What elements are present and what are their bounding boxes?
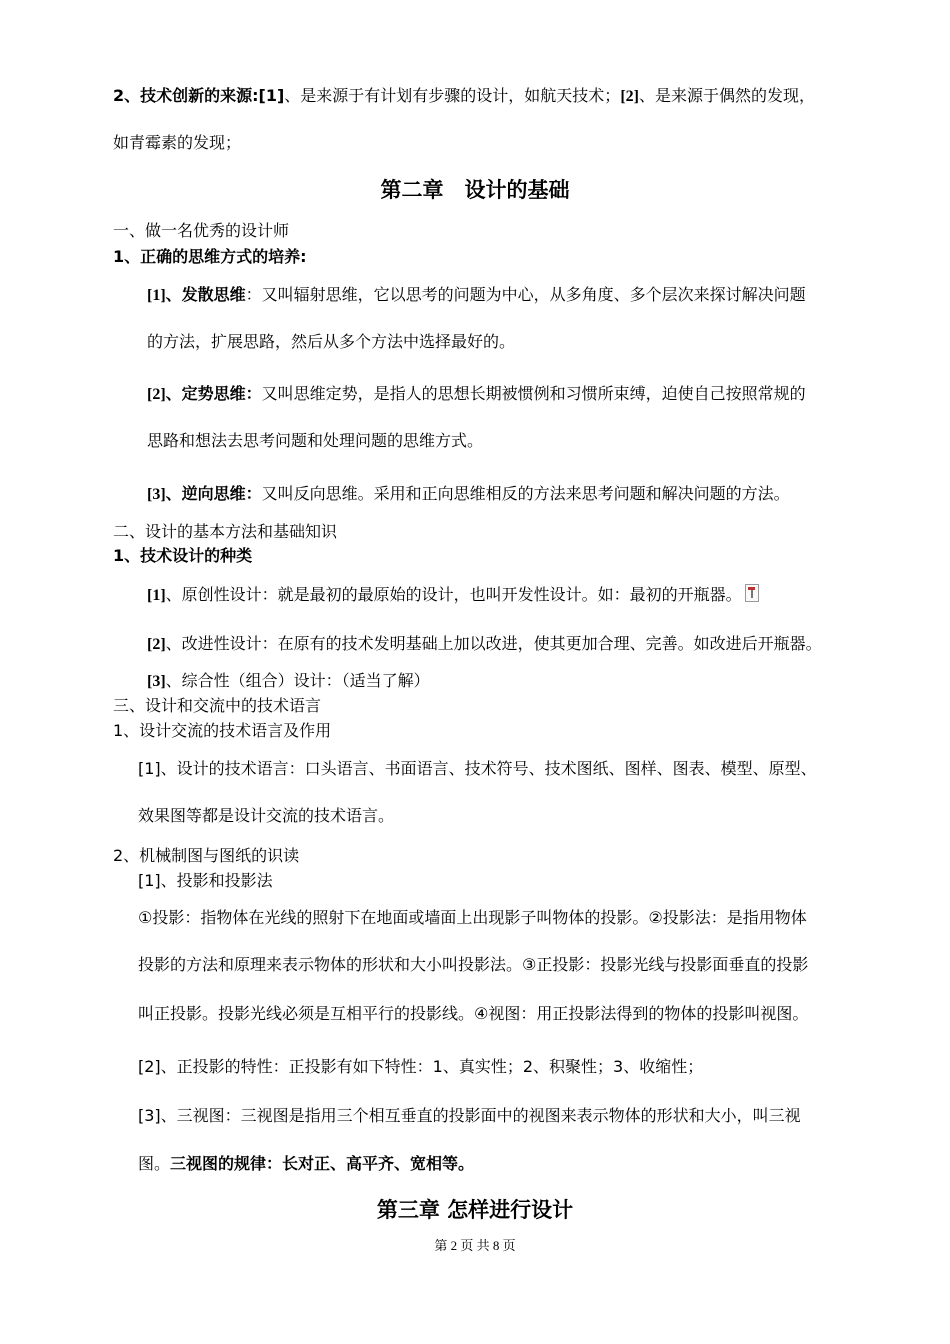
orthographic-properties: [2]、正投影的特性：正投影有如下特性：1、真实性；2、积聚性；3、收缩性； — [138, 1057, 704, 1076]
innovation-source-line — [113, 86, 815, 107]
section-1-sub: 1、正确的思维方式的培养: — [113, 247, 307, 266]
design-type-1 — [147, 584, 759, 606]
section-1-heading: 一、做一名优秀的设计师 — [113, 221, 290, 240]
design-type-3-text: 、综合性（组合）设计：（适当了解） — [165, 671, 430, 690]
thinking-item-1-text: ：又叫辐射思维，它以思考的问题为中心，从多角度、多个层次来探讨解决问题 — [245, 285, 806, 304]
projection-heading: [1]、投影和投影法 — [138, 871, 273, 890]
projection-line-3: 叫正投影。投影光线必须是互相平行的投影线。④视图：用正投影法得到的物体的投影叫视图。 — [138, 1004, 809, 1023]
innovation-source-cont: 如青霉素的发现； — [113, 133, 242, 152]
thinking-item-3-text: 又叫反向思维。采用和正向思维相反的方法来思考问题和解决问题的方法。 — [261, 484, 790, 503]
design-type-3 — [147, 671, 430, 692]
thinking-item-2-text: 又叫思维定势，是指人的思想长期被惯例和习惯所束缚，迫使自己按照常规的 — [261, 384, 806, 403]
thinking-item-1 — [147, 285, 806, 306]
section-2-heading: 二、设计的基本方法和基础知识 — [113, 522, 338, 541]
thinking-item-2 — [147, 384, 806, 405]
thinking-item-2-term: 、定势思维： — [165, 384, 262, 403]
section-3-heading: 三、设计和交流中的技术语言 — [113, 696, 322, 715]
design-type-1-num: [1] — [147, 587, 166, 604]
innovation-source-text-b: 、是来源于偶然的发现， — [638, 86, 815, 105]
design-type-2-num: [2] — [147, 636, 166, 653]
design-type-2 — [147, 634, 822, 655]
three-views-rule: 三视图的规律：长对正、高平齐、宽相等。 — [170, 1154, 475, 1173]
three-views-text: [3]、三视图：三视图是指用三个相互垂直的投影面中的视图来表示物体的形状和大小，叫三视 — [138, 1106, 801, 1125]
three-views-cont-a: 图。 — [138, 1154, 171, 1173]
chapter-2-title: 第二章 设计的基础 — [380, 178, 570, 202]
chapter-3-title: 第三章 怎样进行设计 — [376, 1198, 574, 1222]
section-3-sub-2: 2、机械制图与图纸的识读 — [113, 846, 300, 865]
thinking-item-3-term: 、逆向思维： — [165, 484, 262, 503]
thinking-item-1-cont: 的方法，扩展思路，然后从多个方法中选择最好的。 — [147, 332, 516, 351]
three-views-cont — [138, 1154, 474, 1174]
design-type-2-text: 、改进性设计：在原有的技术发明基础上加以改进，使其更加合理、完善。如改进后开瓶器。 — [165, 634, 822, 653]
projection-line-2: 投影的方法和原理来表示物体的形状和大小叫投影法。③正投影：投影光线与投影面垂直的投影 — [138, 955, 809, 974]
thinking-item-2-cont: 思路和想法去思考问题和处理问题的思维方式。 — [147, 431, 484, 450]
thinking-item-2-num: [2] — [147, 386, 166, 403]
design-type-1-text: 、原创性设计：就是最初的最原始的设计，也叫开发性设计。如：最初的开瓶器。 — [165, 585, 742, 604]
innovation-source-lead-b: [2] — [620, 88, 639, 105]
innovation-source-lead: 2、技术创新的来源:[1] — [113, 86, 285, 105]
thinking-item-3-num: [3] — [147, 486, 166, 503]
tech-language-text: [1]、设计的技术语言：口头语言、书面语言、技术符号、技术图纸、图样、图表、模型、原型、 — [138, 759, 817, 778]
section-3-sub-1: 1、设计交流的技术语言及作用 — [113, 721, 332, 740]
innovation-source-text-a: 、是来源于有计划有步骤的设计，如航天技术； — [284, 86, 621, 105]
tech-language-cont: 效果图等都是设计交流的技术语言。 — [138, 806, 395, 825]
projection-line-1: ①投影：指物体在光线的照射下在地面或墙面上出现影子叫物体的投影。②投影法：是指用物体 — [138, 908, 807, 927]
design-type-3-num: [3] — [147, 673, 166, 690]
section-2-sub: 1、技术设计的种类 — [113, 546, 253, 565]
thinking-item-3 — [147, 484, 790, 505]
thinking-item-1-num: [1] — [147, 287, 166, 304]
thinking-item-1-term: 、发散思维 — [165, 285, 246, 304]
page-footer: 第 2 页 共 8 页 — [434, 1238, 516, 1253]
bottle-opener-image-icon — [745, 584, 759, 602]
